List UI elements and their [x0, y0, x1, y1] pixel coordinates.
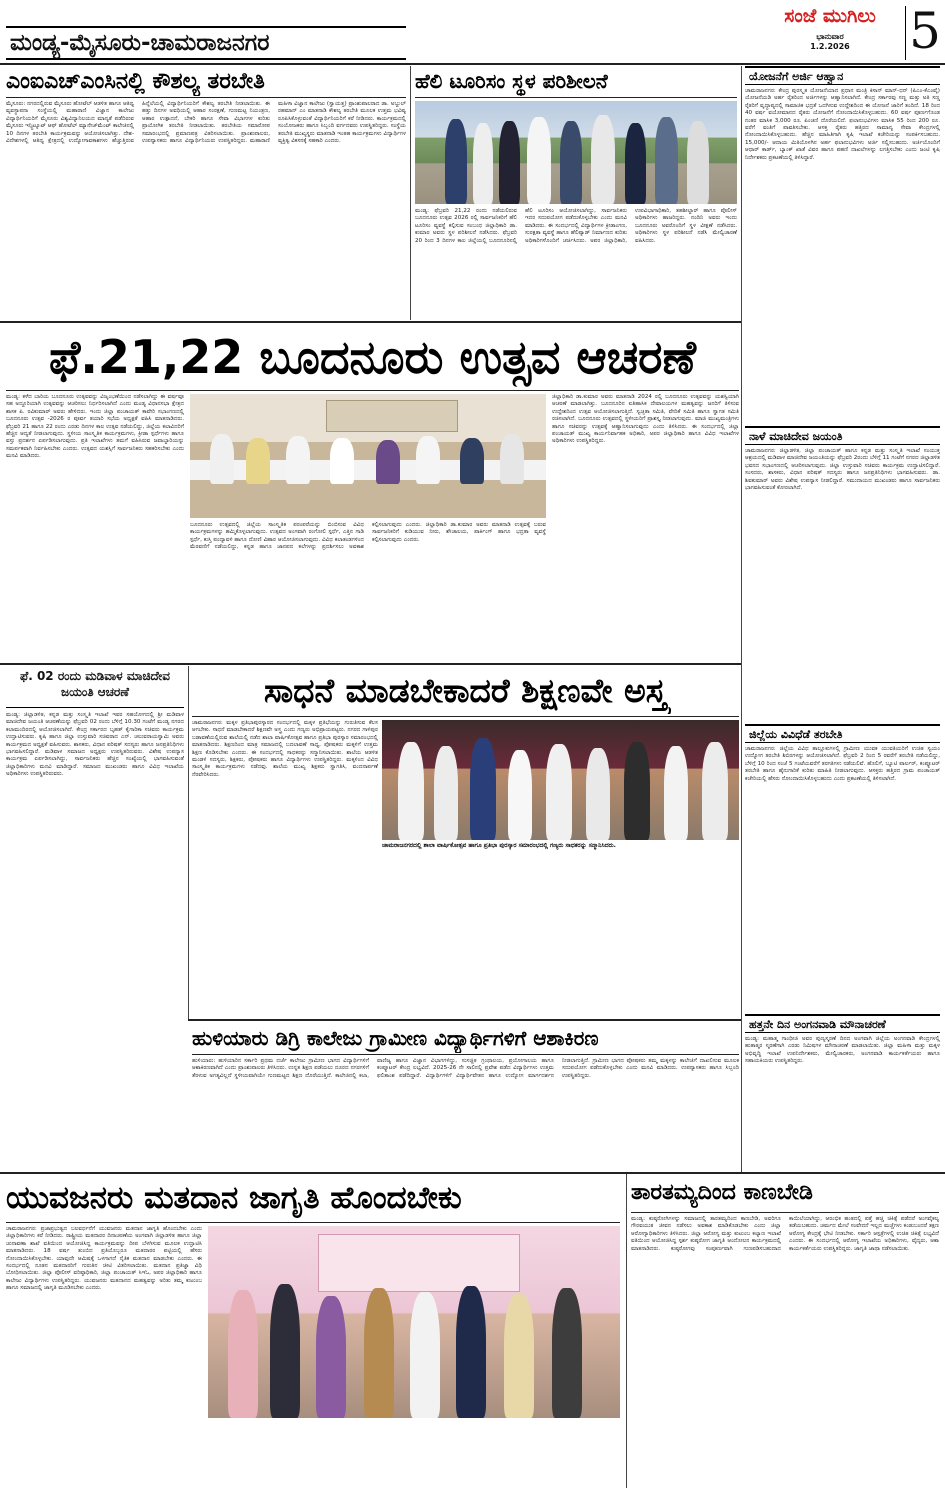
story3-headline: ಫೆ.21,22 ಬೂದನೂರು ಉತ್ಸವ ಆಚರಣೆ [49, 330, 696, 384]
story5-body-top: ಚಾಮರಾಜನಗರ: ಮಕ್ಕಳ ಪ್ರತಿಭಾಪುರಸ್ಕಾರದ ಸಂದರ್ಭದಲ್ಲಿ ಮಕ್ಕಳ ಪ್ರತಿಭೆಯನ್ನು ಗುರುತಿಸುವ ಕೆಲಸ ಆಗಬೇಕು. ಸಾಧನೆ ಮಾಡಬೇಕಾದರೆ ಶಿಕ್ಷಣವೇ ಅಸ್ತ್ರ ಎಂದು ಗಣ್ಯರು ಅಭಿಪ್ರಾಯಪಟ್ಟರು. ನಗರದ ಗಾಳಿಪುರ ಬಡಾವಣೆಯಲ್ಲಿರುವ ಶಾಲೆಯಲ್ಲಿ ನಡೆದ ಶಾಲಾ ವಾರ್ಷಿಕೋತ್ಸವ ಹಾಗೂ ಪ್ರತಿಭಾ ಪುರಸ್ಕಾರ ಸಮಾರಂಭದಲ್ಲಿ ಮಾತನಾಡಿದರು. ಶಿಕ್ಷಣದಿಂದ ಮಾತ್ರ ಸಮಾಜದಲ್ಲಿ ಬದಲಾವಣೆ ಸಾಧ್ಯ, ಪೋಷಕರು ಮಕ್ಕಳಿಗೆ ಉತ್ತಮ ಶಿಕ್ಷಣ ಕೊಡಿಸಬೇಕು ಎಂದರು. ಈ ಸಂದರ್ಭದಲ್ಲಿ ಸಾಧಕರನ್ನು ಸನ್ಮಾನಿಸಲಾಯಿತು. ಶಾಲೆಯ ಆಡಳಿತ ಮಂಡಳಿ ಸದಸ್ಯರು, ಶಿಕ್ಷಕರು, ಪೋಷಕರು ಹಾಗೂ ವಿದ್ಯಾರ್ಥಿಗಳು ಉಪಸ್ಥಿತರಿದ್ದರು. ಮಕ್ಕಳಿಂದ ವಿವಿಧ ಸಾಂಸ್ಕೃತಿಕ ಕಾರ್ಯಕ್ರಮಗಳು ನಡೆದವು. ಶಾಲೆಯ ಮುಖ್ಯ ಶಿಕ್ಷಕರು ಸ್ವಾಗತಿಸಿ, ವಂದನಾರ್ಪಣೆ ನೆರವೇರಿಸಿದರು. [192, 720, 378, 778]
weekday-label: ಭಾನುವಾರ [816, 32, 844, 41]
sidebar-heading-2: ಜಿಲ್ಲೆಯ ವಿವಿಧೆಡೆ ತರಬೇತಿ [745, 724, 940, 743]
sidebar-body-0: ಚಾಮರಾಜನಗರ: ಕೇಂದ್ರ ಪುರಸ್ಕೃತ ಯೋಜನೆಯಾದ ಪ್ರಧಾನ ಮಂತ್ರಿ ಕಿಸಾನ್ ಮಾನ್-ಧನ್ (ಪಿಎಂ-ಕೆಎಂವೈ) ಯೋಜನೆಯಡಿ ಅರ್ಹ ರೈತರಿಂದ ಅರ್ಜಿಗಳನ್ನು ಆಹ್ವಾನಿಸಲಾಗಿದೆ. ಕೇಂದ್ರ ಸರ್ಕಾರವು ಸಣ್ಣ ಮತ್ತು ಅತಿ ಸಣ್ಣ ರೈತರಿಗೆ ವೃದ್ಧಾಪ್ಯದಲ್ಲಿ ಸಾಮಾಜಿಕ ಭದ್ರತೆ ಒದಗಿಸುವ ಉದ್ದೇಶದಿಂದ ಈ ಯೋಜನೆ ಜಾರಿಗೆ ತಂದಿದೆ. 18 ರಿಂದ 40 ವರ್ಷ ವಯೋಮಾನದ ರೈತರು ಯೋಜನೆಗೆ ನೋಂದಾಯಿಸಿಕೊಳ್ಳಬಹುದು. 60 ವರ್ಷ ಪೂರ್ಣಗೊಂಡ ನಂತರ ಮಾಸಿಕ 3,000 ರೂ. ಪಿಂಚಣಿ ದೊರೆಯಲಿದೆ. ಫಲಾನುಭವಿಗಳು ಮಾಸಿಕ 55 ರಿಂದ 200 ರೂ. ವರೆಗೆ ವಂತಿಗೆ ಪಾವತಿಸಬೇಕು. ಆಸಕ್ತ ರೈತರು ಹತ್ತಿರದ ಸಾಮಾನ್ಯ ಸೇವಾ ಕೇಂದ್ರಗಳಲ್ಲಿ ನೋಂದಾಯಿಸಿಕೊಳ್ಳಬಹುದು. ಹೆಚ್ಚಿನ ಮಾಹಿತಿಗಾಗಿ ಕೃಷಿ ಇಲಾಖೆ ಕಚೇರಿಯನ್ನು ಸಂಪರ್ಕಿಸಬಹುದು. 15,000/- ಆದಾಯ ಮಿತಿಯೊಳಗಿನ ಅರ್ಹ ಫಲಾನುಭವಿಗಳು ಅರ್ಜಿ ಸಲ್ಲಿಸಬಹುದು. ಅರ್ಜಿಯೊಂದಿಗೆ ಆಧಾರ್ ಕಾರ್ಡ್, ಬ್ಯಾಂಕ್ ಖಾತೆ ವಿವರ ಹಾಗೂ ಪಹಣಿ ದಾಖಲೆಗಳನ್ನು ಲಗತ್ತಿಸಬೇಕು ಎಂದು ಜಂಟಿ ಕೃಷಿ ನಿರ್ದೇಶಕರು ಪ್ರಕಟಣೆಯಲ್ಲಿ ತಿಳಿಸಿದ್ದಾರೆ. [745, 88, 940, 161]
logo-text: ಸಂಜೆ ಮುಗಿಲು [784, 5, 876, 27]
sidebar-body-1: ಚಾಮರಾಜನಗರ: ಜಿಲ್ಲಾಡಳಿತ, ಜಿಲ್ಲಾ ಪಂಚಾಯತ್ ಹಾಗೂ ಕನ್ನಡ ಮತ್ತು ಸಂಸ್ಕೃತಿ ಇಲಾಖೆ ಸಂಯುಕ್ತ ಆಶ್ರಯದಲ್ಲಿ ಮಡಿವಾಳ ಮಾಚಿದೇವ ಜಯಂತಿಯನ್ನು ಫೆಬ್ರವರಿ 2ರಂದು ಬೆಳಿಗ್ಗೆ 11 ಗಂಟೆಗೆ ನಗರದ ಜಿಲ್ಲಾಡಳಿತ ಭವನದ ಸಭಾಂಗಣದಲ್ಲಿ ಆಚರಿಸಲಾಗುವುದು. ಜಿಲ್ಲಾ ಉಸ್ತುವಾರಿ ಸಚಿವರು ಕಾರ್ಯಕ್ರಮ ಉದ್ಘಾಟಿಸಲಿದ್ದಾರೆ. ಸಂಸದರು, ಶಾಸಕರು, ವಿಧಾನ ಪರಿಷತ್ ಸದಸ್ಯರು ಹಾಗೂ ಜನಪ್ರತಿನಿಧಿಗಳು ಭಾಗವಹಿಸುವರು. ಡಾ. ಶಿವಕುಮಾರ್ ಅವರು ವಿಶೇಷ ಉಪನ್ಯಾಸ ನೀಡಲಿದ್ದಾರೆ. ಸಮುದಾಯದ ಮುಖಂಡರು ಹಾಗೂ ಸಾರ್ವಜನಿಕರು ಭಾಗವಹಿಸುವಂತೆ ಕೋರಲಾಗಿದೆ. [745, 448, 940, 492]
page-number: 5 [909, 2, 941, 60]
story2-body: ಮಂಡ್ಯ: ಫೆಬ್ರವರಿ 21,22 ರಂದು ನಡೆಯಲಿರುವ ಬೂದನೂರು ಉತ್ಸವ 2026 ರಲ್ಲಿ ಸಾರ್ವಜನಿಕರಿಗೆ ಹೆಲಿ ಟೂರಿಸಂ ವ್ಯವಸ್ಥೆ ಕಲ್ಪಿಸುವ ಸಂಬಂಧ ಜಿಲ್ಲಾಧಿಕಾರಿ ಡಾ. ಕುಮಾರ ಅವರು ಸ್ಥಳ ಪರಿಶೀಲನೆ ನಡೆಸಿದರು. ಫೆಬ್ರವರಿ 20 ರಿಂದ 3 ದಿನಗಳ ಕಾಲ ಜಿಲ್ಲೆಯಲ್ಲಿ ಬೂದನೂರಿನಲ್ಲಿ ಹೆಲಿ ಟೂರಿಸಂ ಆಯೋಜಿಸಲಾಗಿದ್ದು, ಸಾರ್ವಜನಿಕರು ಇದರ ಸದುಪಯೋಗ ಪಡೆದುಕೊಳ್ಳಬೇಕು ಎಂದು ಮನವಿ ಮಾಡಿದರು. ಈ ಸಂದರ್ಭದಲ್ಲಿ ವಿದ್ಯಾರ್ಥಿಗಳ ಕ್ರೀಡಾಂಗಣ, ಸುರಕ್ಷತಾ ವ್ಯವಸ್ಥೆ ಹಾಗೂ ಹೆಲಿಪ್ಯಾಡ್ ನಿರ್ಮಾಣದ ಕುರಿತು ಅಧಿಕಾರಿಗಳೊಂದಿಗೆ ಚರ್ಚಿಸಿದರು. ಅಪರ ಜಿಲ್ಲಾಧಿಕಾರಿ, ಉಪವಿಭಾಗಾಧಿಕಾರಿ, ತಹಶೀಲ್ದಾರ್ ಹಾಗೂ ಪೊಲೀಸ್ ಅಧಿಕಾರಿಗಳು ಹಾಜರಿದ್ದರು. ನಂದಿನಿ ಅವರು ಇಂದು ಬೂದನೂರು ಅವರೊಂದಿಗೆ ಸ್ಥಳ ವೀಕ್ಷಣೆ ನಡೆಸಿದರು. ಅಧಿಕಾರಿಗಳು ಸ್ಥಳ ಪರಿಶೀಲನೆ ನಡೆಸಿ ಮೇಲ್ವಿಚಾರಣೆ ವಹಿಸಿದರು. [415, 208, 737, 244]
story7-body-left: ಚಾಮರಾಜನಗರ: ಪ್ರಜಾಪ್ರಭುತ್ವದ ಬಲವರ್ಧನೆಗೆ ಯುವಜನರು ಮತದಾನ ಜಾಗೃತಿ ಹೊಂದಬೇಕು ಎಂದು ಜಿಲ್ಲಾಧಿಕಾರಿಗಳು ಕರೆ ನೀಡಿದರು. ರಾಷ್ಟ್ರೀಯ ಮತದಾರರ ದಿನಾಚರಣೆಯ ಅಂಗವಾಗಿ ಜಿಲ್ಲಾಡಳಿತ ಹಾಗೂ ಜಿಲ್ಲಾ ಚುನಾವಣಾ ಶಾಖೆ ವತಿಯಿಂದ ಆಯೋಜಿಸಿದ್ದ ಕಾರ್ಯಕ್ರಮವನ್ನು ದೀಪ ಬೆಳಗಿಸುವ ಮೂಲಕ ಉದ್ಘಾಟಿಸಿ ಮಾತನಾಡಿದರು. 18 ವರ್ಷ ತುಂಬಿದ ಪ್ರತಿಯೊಬ್ಬರೂ ಮತದಾರರ ಪಟ್ಟಿಯಲ್ಲಿ ಹೆಸರು ನೋಂದಾಯಿಸಿಕೊಳ್ಳಬೇಕು. ಯಾವುದೇ ಆಮಿಷಕ್ಕೆ ಒಳಗಾಗದೆ ನೈತಿಕ ಮತದಾನ ಮಾಡಬೇಕು ಎಂದರು. ಈ ಸಂದರ್ಭದಲ್ಲಿ ನೂತನ ಮತದಾರರಿಗೆ ಗುರುತಿನ ಚೀಟಿ ವಿತರಿಸಲಾಯಿತು. ಮತದಾನ ಪ್ರತಿಜ್ಞಾ ವಿಧಿ ಬೋಧಿಸಲಾಯಿತು. ಜಿಲ್ಲಾ ಪೊಲೀಸ್ ವರಿಷ್ಠಾಧಿಕಾರಿ, ಜಿಲ್ಲಾ ಪಂಚಾಯತ್ ಸಿಇಓ, ಅಪರ ಜಿಲ್ಲಾಧಿಕಾರಿ ಹಾಗೂ ಕಾಲೇಜು ವಿದ್ಯಾರ್ಥಿಗಳು ಉಪಸ್ಥಿತರಿದ್ದರು. ಯುವಜನರು ಮತದಾನದ ಮಹತ್ವವನ್ನು ಅರಿತು ತಮ್ಮ ಕುಟುಂಬ ಹಾಗೂ ಸಮಾಜದಲ್ಲಿ ಜಾಗೃತಿ ಮೂಡಿಸಬೇಕು ಎಂದರು. [6, 1226, 202, 1292]
section-banner [6, 26, 406, 60]
story5-photo [382, 720, 739, 840]
story4-headline: ಫೆ. 02 ರಂದು ಮಡಿವಾಳ ಮಾಚಿದೇವ ಜಯಂತಿ ಆಚರಣೆ [6, 668, 184, 708]
story2-photo [415, 101, 737, 204]
story5-headline: ಸಾಧನೆ ಮಾಡಬೇಕಾದರೆ ಶಿಕ್ಷಣವೇ ಅಸ್ತ್ರ [263, 671, 668, 710]
sidebar-body-3: ಮಂಡ್ಯ: ಮಹಾತ್ಮ ಗಾಂಧೀಜಿ ಅವರ ಪುಣ್ಯಸ್ಮರಣೆ ದಿನದ ಅಂಗವಾಗಿ ಜಿಲ್ಲೆಯ ಅಂಗನವಾಡಿ ಕೇಂದ್ರಗಳಲ್ಲಿ ಹುತಾತ್ಮರ ಸ್ಮರಣೆಗಾಗಿ ಎರಡು ನಿಮಿಷಗಳ ಮೌನಾಚರಣೆ ಮಾಡಲಾಯಿತು. ಜಿಲ್ಲಾ ಮಹಿಳಾ ಮತ್ತು ಮಕ್ಕಳ ಅಭಿವೃದ್ಧಿ ಇಲಾಖೆ ಉಪನಿರ್ದೇಶಕರು, ಮೇಲ್ವಿಚಾರಕರು, ಅಂಗನವಾಡಿ ಕಾರ್ಯಕರ್ತೆಯರು ಹಾಗೂ ಸಹಾಯಕಿಯರು ಉಪಸ್ಥಿತರಿದ್ದರು. [745, 1036, 940, 1065]
date-label: 1.2.2026 [810, 42, 850, 51]
story6-headline: ಹುಳಿಯಾರು ಡಿಗ್ರಿ ಕಾಲೇಜು ಗ್ರಾಮೀಣ ವಿದ್ಯಾರ್ಥಿಗಳಿಗೆ ಆಶಾಕಿರಣ [192, 1026, 599, 1050]
story3-body-center: ಬೂದನೂರು ಉತ್ಸವದಲ್ಲಿ ಜಿಲ್ಲೆಯ ಸಾಂಸ್ಕೃತಿಕ ಪರಂಪರೆಯನ್ನು ಬಿಂಬಿಸುವ ವಿವಿಧ ಕಾರ್ಯಕ್ರಮಗಳನ್ನು ಹಮ್ಮಿಕೊಳ್ಳಲಾಗುವುದು. ಉತ್ಸವದ ಅಂಗವಾಗಿ ರಂಗೋಲಿ ಸ್ಪರ್ಧೆ, ಎತ್ತಿನ ಗಾಡಿ ಸ್ಪರ್ಧೆ, ಕುಸ್ತಿ ಪಂದ್ಯಾವಳಿ ಹಾಗೂ ದೋಣಿ ವಿಹಾರ ಆಯೋಜಿಸಲಾಗುವುದು. ವಿವಿಧ ಕಲಾತಂಡಗಳಿಂದ ಮೆರವಣಿಗೆ ನಡೆಯಲಿದ್ದು, ಕನ್ನಡ ಹಾಗೂ ಜಾನಪದ ಕಲೆಗಳನ್ನು ಪ್ರದರ್ಶಿಸಲು ಅವಕಾಶ ಕಲ್ಪಿಸಲಾಗುವುದು ಎಂದರು. ಜಿಲ್ಲಾಧಿಕಾರಿ ಡಾ.ಕುಮಾರ ಅವರು ಮಾತನಾಡಿ ಉತ್ಸವಕ್ಕೆ ಬರುವ ಸಾರ್ವಜನಿಕರಿಗೆ ಕುಡಿಯುವ ನೀರು, ಶೌಚಾಲಯ, ಪಾರ್ಕಿಂಗ್ ಹಾಗೂ ಭದ್ರತಾ ವ್ಯವಸ್ಥೆ ಕಲ್ಪಿಸಲಾಗುವುದು ಎಂದರು. [190, 522, 546, 551]
story3-body-left: ಮಂಡ್ಯ: ಕಳೆದ ಬಾರಿಯ ಬೂದನೂರು ಉತ್ಸವವನ್ನು ವಿಜೃಂಭಣೆಯಿಂದ ನಡೆಸಲಾಗಿದ್ದು ಈ ವರ್ಷವೂ ಸಹ ಅದ್ದೂರಿಯಾಗಿ ಉತ್ಸವವನ್ನು ಆಚರಿಸಲು ನಿರ್ಧರಿಸಲಾಗಿದೆ ಎಂದು ಮಂಡ್ಯ ವಿಧಾನಸಭಾ ಕ್ಷೇತ್ರದ ಶಾಸಕ ಪಿ. ರವಿಕುಮಾರ್ ಅವರು ಹೇಳಿದರು. ಇಂದು ಜಿಲ್ಲಾ ಪಂಚಾಯತ್ ಕಾವೇರಿ ಸಭಾಂಗಣದಲ್ಲಿ ಬೂದನೂರು ಉತ್ಸವ -2026 ರ ಪೂರ್ವ ತಯಾರಿ ಸಭೆಯ ಅಧ್ಯಕ್ಷತೆ ವಹಿಸಿ ಮಾತನಾಡಿದರು. ಫೆಬ್ರವರಿ 21 ಹಾಗೂ 22 ರಂದು ಎರಡು ದಿನಗಳ ಕಾಲ ಉತ್ಸವ ನಡೆಯಲಿದ್ದು, ಜಿಲ್ಲೆಯ ಕಲಾವಿದರಿಗೆ ಹೆಚ್ಚಿನ ಆದ್ಯತೆ ನೀಡಲಾಗುವುದು. ಸ್ಥಳೀಯ ಸಾಂಸ್ಕೃತಿಕ ಕಾರ್ಯಕ್ರಮಗಳು, ಕ್ರೀಡಾ ಸ್ಪರ್ಧೆಗಳು ಹಾಗೂ ವಸ್ತು ಪ್ರದರ್ಶನ ಏರ್ಪಡಿಸಲಾಗುವುದು. ಪ್ರತಿ ಇಲಾಖೆಗಳು ತಮಗೆ ವಹಿಸಿರುವ ಜವಾಬ್ದಾರಿಯನ್ನು ಸಮರ್ಪಕವಾಗಿ ನಿರ್ವಹಿಸಬೇಕು ಎಂದರು. ಉತ್ಸವದ ಯಶಸ್ಸಿಗೆ ಸಾರ್ವಜನಿಕರು ಸಹಕರಿಸಬೇಕು ಎಂದು ಮನವಿ ಮಾಡಿದರು. [6, 394, 184, 460]
story7-body-right [208, 1422, 620, 1488]
story5-photo-caption: ಚಾಮರಾಜನಗರದಲ್ಲಿ ಶಾಲಾ ವಾರ್ಷಿಕೋತ್ಸವ ಹಾಗೂ ಪ್ರತಿಭಾ ಪುರಸ್ಕಾರ ಸಮಾರಂಭದಲ್ಲಿ ಗಣ್ಯರು ಸಾಧಕರನ್ನು ಸನ್ಮಾನಿಸಿದರು. [382, 842, 616, 849]
story6-body: ಹುಳಿಯಾರು: ಹುಳಿಯಾರಿನ ಸರ್ಕಾರಿ ಪ್ರಥಮ ದರ್ಜೆ ಕಾಲೇಜು ಗ್ರಾಮೀಣ ಭಾಗದ ವಿದ್ಯಾರ್ಥಿಗಳಿಗೆ ಆಶಾಕಿರಣವಾಗಿದೆ ಎಂದು ಪ್ರಾಂಶುಪಾಲರು ತಿಳಿಸಿದರು. ಉನ್ನತ ಶಿಕ್ಷಣ ಪಡೆಯಲು ದೂರದ ನಗರಗಳಿಗೆ ತೆರಳುವ ಅಗತ್ಯವಿಲ್ಲದೆ ಸ್ಥಳೀಯವಾಗಿಯೇ ಗುಣಮಟ್ಟದ ಶಿಕ್ಷಣ ದೊರೆಯುತ್ತಿದೆ. ಕಾಲೇಜಿನಲ್ಲಿ ಕಲಾ, ವಾಣಿಜ್ಯ ಹಾಗೂ ವಿಜ್ಞಾನ ವಿಭಾಗಗಳಿದ್ದು, ಸುಸಜ್ಜಿತ ಗ್ರಂಥಾಲಯ, ಪ್ರಯೋಗಾಲಯ ಹಾಗೂ ಕಂಪ್ಯೂಟರ್ ಕೇಂದ್ರ ಲಭ್ಯವಿದೆ. 2025-26 ನೇ ಸಾಲಿನಲ್ಲಿ ಪ್ರವೇಶ ಪಡೆದ ವಿದ್ಯಾರ್ಥಿಗಳು ಉತ್ತಮ ಫಲಿತಾಂಶ ಪಡೆದಿದ್ದಾರೆ. ವಿದ್ಯಾರ್ಥಿಗಳಿಗೆ ವಿದ್ಯಾರ್ಥಿವೇತನ ಹಾಗೂ ಉದ್ಯೋಗ ಮಾರ್ಗದರ್ಶನ ನೀಡಲಾಗುತ್ತಿದೆ. ಗ್ರಾಮೀಣ ಭಾಗದ ಪೋಷಕರು ತಮ್ಮ ಮಕ್ಕಳನ್ನು ಕಾಲೇಜಿಗೆ ದಾಖಲಿಸುವ ಮೂಲಕ ಸದುಪಯೋಗ ಪಡೆದುಕೊಳ್ಳಬೇಕು ಎಂದು ಮನವಿ ಮಾಡಿದರು. ಉಪನ್ಯಾಸಕರು ಹಾಗೂ ಸಿಬ್ಬಂದಿ ಉಪಸ್ಥಿತರಿದ್ದರು. [192, 1058, 739, 1079]
section-title: ಮಂಡ್ಯ-ಮೈಸೂರು-ಚಾಮರಾಜನಗರ [10, 30, 270, 56]
story8-body: ಮಂಡ್ಯ: ಕುಷ್ಠರೋಗಿಗಳನ್ನು ಸಮಾಜದಲ್ಲಿ ತಾರತಮ್ಯದಿಂದ ಕಾಣಬೇಡಿ, ಅವರಿಗೂ ಗೌರವಯುತ ಜೀವನ ನಡೆಸಲು ಅವಕಾಶ ಮಾಡಿಕೊಡಬೇಕು ಎಂದು ಜಿಲ್ಲಾ ಆರೋಗ್ಯಾಧಿಕಾರಿಗಳು ತಿಳಿಸಿದರು. ಜಿಲ್ಲಾ ಆರೋಗ್ಯ ಮತ್ತು ಕುಟುಂಬ ಕಲ್ಯಾಣ ಇಲಾಖೆ ವತಿಯಿಂದ ಆಯೋಜಿಸಿದ್ದ ಸ್ಪರ್ಶ ಕುಷ್ಠರೋಗ ಜಾಗೃತಿ ಆಂದೋಲನ ಕಾರ್ಯಕ್ರಮದಲ್ಲಿ ಮಾತನಾಡಿದರು. ಕುಷ್ಠರೋಗವು ಸಂಪೂರ್ಣವಾಗಿ ಗುಣಪಡಿಸಬಹುದಾದ ಕಾಯಿಲೆಯಾಗಿದ್ದು, ಆರಂಭಿಕ ಹಂತದಲ್ಲಿ ಪತ್ತೆ ಹಚ್ಚಿ ಚಿಕಿತ್ಸೆ ಪಡೆದರೆ ಅಂಗವೈಕಲ್ಯ ತಡೆಯಬಹುದು. ಚರ್ಮದ ಮೇಲೆ ಸಂವೇದನೆ ಇಲ್ಲದ ಮಚ್ಚೆಗಳು ಕಂಡುಬಂದರೆ ತಕ್ಷಣ ಆರೋಗ್ಯ ಕೇಂದ್ರಕ್ಕೆ ಭೇಟಿ ನೀಡಬೇಕು. ಸರ್ಕಾರಿ ಆಸ್ಪತ್ರೆಗಳಲ್ಲಿ ಉಚಿತ ಚಿಕಿತ್ಸೆ ಲಭ್ಯವಿದೆ ಎಂದರು. ಈ ಸಂದರ್ಭದಲ್ಲಿ ಆರೋಗ್ಯ ಇಲಾಖೆಯ ಅಧಿಕಾರಿಗಳು, ವೈದ್ಯರು, ಆಶಾ ಕಾರ್ಯಕರ್ತೆಯರು ಉಪಸ್ಥಿತರಿದ್ದರು. ಜಾಗೃತಿ ಜಾಥಾ ನಡೆಸಲಾಯಿತು. [631, 1216, 939, 1252]
story5-body-bottom [382, 874, 739, 1016]
story4-body: ಮಂಡ್ಯ: ಜಿಲ್ಲಾಡಳಿತ, ಕನ್ನಡ ಮತ್ತು ಸಂಸ್ಕೃತಿ ಇಲಾಖೆ ಇವರ ಸಹಯೋಗದಲ್ಲಿ ಶ್ರೀ ಮಡಿವಾಳ ಮಾಚಿದೇವ ಜಯಂತಿ ಆಚರಣೆಯನ್ನು ಫೆಬ್ರವರಿ 02 ರಂದು ಬೆಳಿಗ್ಗೆ 10.30 ಗಂಟೆಗೆ ಮಂಡ್ಯ ನಗರದ ಕಲಾಮಂದಿರದಲ್ಲಿ ಆಯೋಜಿಸಲಾಗಿದೆ. ಕೇಂದ್ರ ಸರ್ಕಾರದ ಬೃಹತ್ ಕೈಗಾರಿಕಾ ಸಚಿವರು ಕಾರ್ಯಕ್ರಮ ಉದ್ಘಾಟಿಸುವರು. ಕೃಷಿ ಹಾಗೂ ಜಿಲ್ಲಾ ಉಸ್ತುವಾರಿ ಸಚಿವರಾದ ಎನ್. ಚಲುವರಾಯಸ್ವಾಮಿ ಅವರು ಕಾರ್ಯಕ್ರಮದ ಅಧ್ಯಕ್ಷತೆ ವಹಿಸುವರು. ಶಾಸಕರು, ವಿಧಾನ ಪರಿಷತ್ ಸದಸ್ಯರು ಹಾಗೂ ಜನಪ್ರತಿನಿಧಿಗಳು ಭಾಗವಹಿಸಲಿದ್ದಾರೆ. ಮಡಿವಾಳ ಸಮಾಜದ ಅಧ್ಯಕ್ಷರು ಉಪಸ್ಥಿತರಿರುವರು. ವಿಶೇಷ ಉಪನ್ಯಾಸ ಕಾರ್ಯಕ್ರಮ ಏರ್ಪಡಿಸಲಾಗಿದ್ದು, ಸಾರ್ವಜನಿಕರು ಹೆಚ್ಚಿನ ಸಂಖ್ಯೆಯಲ್ಲಿ ಭಾಗವಹಿಸುವಂತೆ ಜಿಲ್ಲಾಧಿಕಾರಿಗಳು ಮನವಿ ಮಾಡಿದ್ದಾರೆ. ಸಮಾಜದ ಮುಖಂಡರು ಹಾಗೂ ವಿವಿಧ ಇಲಾಖೆಯ ಅಧಿಕಾರಿಗಳು ಉಪಸ್ಥಿತರಿರುವರು. [6, 712, 184, 778]
story1-headline: ಎಂಐಎಚ್ಎಂಸಿನಲ್ಲಿ ಕೌಶಲ್ಯ ತರಬೇತಿ [6, 69, 265, 94]
story1-body: ಮೈಸೂರು: ನಗರದಲ್ಲಿರುವ ಮೈಸೂರು ಹೋಟೆಲ್ ಆಡಳಿತ ಹಾಗೂ ಆತಿಥ್ಯ ವ್ಯವಸ್ಥಾಪನಾ ಸಂಸ್ಥೆಯಲ್ಲಿ ಮಹಾರಾಣಿ ವಿಜ್ಞಾನ ಕಾಲೇಜು ವಿದ್ಯಾರ್ಥಿನಿಯರಿಗೆ ಮೈಸೂರು ವಿಶ್ವವಿದ್ಯಾನಿಲಯದ ಮಾನ್ಯತೆ ಪಡೆದಿರುವ ಮೈಸೂರು ಇನ್ಸ್ಟಿಟ್ಯೂಟ್ ಆಫ್ ಹೋಟೆಲ್ ಮ್ಯಾನೇಜ್‌ಮೆಂಟ್ ಕಾಲೇಜಿನಲ್ಲಿ 10 ದಿನಗಳ ತರಬೇತಿ ಕಾರ್ಯಕ್ರಮವನ್ನು ಆಯೋಜಿಸಲಾಗಿತ್ತು. ದೇಶ-ವಿದೇಶಗಳಲ್ಲಿ ಆತಿಥ್ಯ ಕ್ಷೇತ್ರದಲ್ಲಿ ಉದ್ಯೋಗಾವಕಾಶಗಳು ಹೆಚ್ಚುತ್ತಿರುವ ಹಿನ್ನೆಲೆಯಲ್ಲಿ ವಿದ್ಯಾರ್ಥಿನಿಯರಿಗೆ ಕೌಶಲ್ಯ ತರಬೇತಿ ನೀಡಲಾಯಿತು. ಈ ಹತ್ತು ದಿನಗಳ ಅವಧಿಯಲ್ಲಿ ಆಹಾರ ಸಂರಕ್ಷಣೆ, ಗುಣಮಟ್ಟ ನಿಯಂತ್ರಣ, ಆಹಾರ ಉತ್ಪಾದನೆ, ಬೇಕರಿ ಹಾಗೂ ಸೇವಾ ವಿಭಾಗಗಳ ಕುರಿತು ಪ್ರಾಯೋಗಿಕ ತರಬೇತಿ ನೀಡಲಾಯಿತು. ತರಬೇತಿಯ ಸಮಾರೋಪ ಸಮಾರಂಭದಲ್ಲಿ ಪ್ರಮಾಣಪತ್ರ ವಿತರಿಸಲಾಯಿತು. ಪ್ರಾಂಶುಪಾಲರು, ಉಪನ್ಯಾಸಕರು ಹಾಗೂ ವಿದ್ಯಾರ್ಥಿನಿಯರು ಉಪಸ್ಥಿತರಿದ್ದರು. ಮಹಾರಾಣಿ ಮಹಿಳಾ ವಿಜ್ಞಾನ ಕಾಲೇಜು (ಸ್ವಾಯತ್ತ) ಪ್ರಾಂಶುಪಾಲರಾದ ಡಾ. ಅಬ್ದುಲ್ ರಹಮಾನ್ ಎಂ ಮಾತನಾಡಿ ಕೌಶಲ್ಯ ತರಬೇತಿ ಮೂಲಕ ಉತ್ತಮ ಭವಿಷ್ಯ ರೂಪಿಸಿಕೊಳ್ಳುವಂತೆ ವಿದ್ಯಾರ್ಥಿನಿಯರಿಗೆ ಕರೆ ನೀಡಿದರು. ಕಾರ್ಯಕ್ರಮದಲ್ಲಿ ಸಂಯೋಜಕರು ಹಾಗೂ ಸಿಬ್ಬಂದಿ ವರ್ಗದವರು ಉಪಸ್ಥಿತರಿದ್ದರು. ಸಂಸ್ಥೆಯ ತರಬೇತಿ ಮುಖ್ಯಸ್ಥರು ಮಾತನಾಡಿ ಇಂತಹ ಕಾರ್ಯಕ್ರಮಗಳು ವಿದ್ಯಾರ್ಥಿಗಳ ವ್ಯಕ್ತಿತ್ವ ವಿಕಸನಕ್ಕೆ ಸಹಕಾರಿ ಎಂದರು. [6, 101, 406, 145]
sidebar-heading-3: ಹತ್ತನೇ ದಿನ ಅಂಗನವಾಡಿ ಮೌನಾಚರಣೆ [745, 1014, 940, 1033]
sidebar-heading-0: ಯೋಜನೆಗೆ ಅರ್ಜಿ ಆಹ್ವಾನ [745, 66, 940, 85]
story3-photo [190, 394, 546, 518]
story2-headline: ಹೆಲಿ ಟೂರಿಸಂ ಸ್ಥಳ ಪರಿಶೀಲನೆ [415, 69, 608, 93]
story8-headline: ತಾರತಮ್ಯದಿಂದ ಕಾಣಬೇಡಿ [631, 1180, 813, 1205]
story7-photo [208, 1226, 620, 1418]
masthead-logo [755, 4, 905, 62]
story7-headline: ಯುವಜನರು ಮತದಾನ ಜಾಗೃತಿ ಹೊಂದಬೇಕು [6, 1180, 462, 1216]
sidebar-body-2: ಚಾಮರಾಜನಗರ: ಜಿಲ್ಲೆಯ ವಿವಿಧ ತಾಲ್ಲೂಕುಗಳಲ್ಲಿ ಗ್ರಾಮೀಣ ಯುವಕ ಯುವತಿಯರಿಗೆ ಉಚಿತ ಸ್ವಯಂ ಉದ್ಯೋಗ ತರಬೇತಿ ಶಿಬಿರಗಳನ್ನು ಆಯೋಜಿಸಲಾಗಿದೆ. ಫೆಬ್ರವರಿ 2 ರಿಂದ 5 ರವರೆಗೆ ತರಬೇತಿ ನಡೆಯಲಿದ್ದು, ಬೆಳಿಗ್ಗೆ 10 ರಿಂದ ಸಂಜೆ 5 ಗಂಟೆಯವರೆಗೆ ತರಗತಿಗಳು ನಡೆಯಲಿವೆ. ಹೊಲಿಗೆ, ಬ್ಯೂಟಿ ಪಾರ್ಲರ್, ಕಂಪ್ಯೂಟರ್ ತರಬೇತಿ ಹಾಗೂ ಹೈನುಗಾರಿಕೆ ಕುರಿತು ಮಾಹಿತಿ ನೀಡಲಾಗುವುದು. ಆಸಕ್ತರು ಹತ್ತಿರದ ಗ್ರಾಮ ಪಂಚಾಯತ್ ಕಚೇರಿಯಲ್ಲಿ ಹೆಸರು ನೋಂದಾಯಿಸಿಕೊಳ್ಳಬಹುದು ಎಂದು ಪ್ರಕಟಣೆಯಲ್ಲಿ ತಿಳಿಸಲಾಗಿದೆ. [745, 746, 940, 782]
sidebar-heading-1: ನಾಳೆ ಮಾಚಿದೇವ ಜಯಂತಿ [745, 426, 940, 445]
story3-body-right: ಜಿಲ್ಲಾಧಿಕಾರಿ ಡಾ.ಕುಮಾರ ಅವರು ಮಾತನಾಡಿ 2024 ರಲ್ಲಿ ಬೂದನೂರು ಉತ್ಸವವನ್ನು ಯಶಸ್ವಿಯಾಗಿ ಆಚರಣೆ ಮಾಡಲಾಗಿತ್ತು. ಬೂದನೂರಿನ ಐತಿಹಾಸಿಕ ದೇವಾಲಯಗಳ ಮಹತ್ವವನ್ನು ಜನರಿಗೆ ತಿಳಿಸುವ ಉದ್ದೇಶದಿಂದ ಉತ್ಸವ ಆಯೋಜಿಸಲಾಗುತ್ತಿದೆ. ಸ್ವಚ್ಛತಾ ಸಮಿತಿ, ವೇದಿಕೆ ಸಮಿತಿ ಹಾಗೂ ಸ್ವಾಗತ ಸಮಿತಿ ರಚಿಸಲಾಗಿದೆ. ಬೂದನೂರು ಉತ್ಸವದಲ್ಲಿ ಸ್ಥಳೀಯರಿಗೆ ಪ್ರಾಶಸ್ತ್ಯ ನೀಡಲಾಗುವುದು. ಮಾಜಿ ಮುಖ್ಯಮಂತ್ರಿಗಳು ಹಾಗೂ ಸಚಿವರನ್ನು ಉತ್ಸವಕ್ಕೆ ಆಹ್ವಾನಿಸಲಾಗುವುದು ಎಂದು ತಿಳಿಸಿದರು. ಈ ಸಂದರ್ಭದಲ್ಲಿ ಜಿಲ್ಲಾ ಪಂಚಾಯತ್ ಮುಖ್ಯ ಕಾರ್ಯನಿರ್ವಾಹಕ ಅಧಿಕಾರಿ, ಅಪರ ಜಿಲ್ಲಾಧಿಕಾರಿ ಹಾಗೂ ವಿವಿಧ ಇಲಾಖೆಗಳ ಅಧಿಕಾರಿಗಳು ಉಪಸ್ಥಿತರಿದ್ದರು. [552, 394, 739, 445]
